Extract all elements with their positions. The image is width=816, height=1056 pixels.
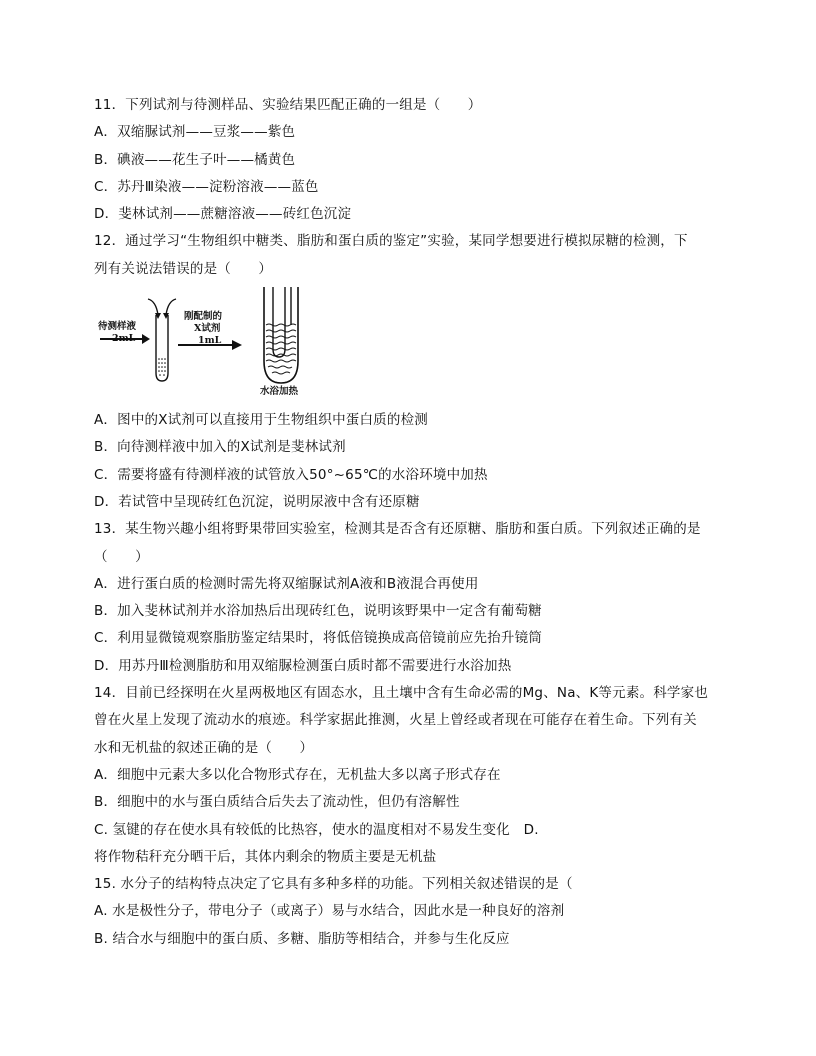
option-a: A．进行蛋白质的检测时需先将双缩脲试剂A液和B液混合再使用 (94, 575, 479, 592)
option-a: A. 水是极性分子，带电分子（或离子）易与水结合，因此水是一种良好的溶剂 (94, 903, 565, 920)
question-stem: 列有关说法错误的是（ ） (94, 260, 273, 277)
question-stem: 曾在火星上发现了流动水的痕迹。科学家据此推测，火星上曾经或者现在可能存在着生命。下列有关 (94, 712, 697, 729)
option-a: A．图中的X试剂可以直接用于生物组织中蛋白质的检测 (94, 412, 428, 429)
transfer-arrow-head (232, 340, 242, 350)
experiment-figure (98, 285, 428, 403)
sample-label: 待测样液 (98, 321, 137, 333)
option-d: D．若试管中呈现砖红色沉淀，说明尿液中含有还原糖 (94, 493, 420, 510)
reagent-label: 刚配制的 (184, 311, 223, 323)
question-stem: 11．下列试剂与待测样品、实验结果匹配正确的一组是（ ） (94, 97, 482, 113)
curved-arrow-left (148, 299, 158, 315)
input-arrow-head (142, 334, 150, 344)
tube-liquid-dots (158, 358, 166, 376)
option-c: C．苏丹Ⅲ染液——淀粉溶液——蓝色 (94, 178, 319, 195)
question-stem: 12．通过学习“生物组织中糖类、脂肪和蛋白质的鉴定”实验，某同学想要进行模拟尿糖的检测，下 (94, 233, 688, 250)
question-stem: 13．某生物兴趣小组将野果带回实验室，检测其是否含有还原糖、脂肪和蛋白质。下列叙述正确的是 (94, 521, 701, 538)
option-a: A．细胞中元素大多以化合物形式存在，无机盐大多以离子形式存在 (94, 766, 501, 783)
reagent-volume-label: 1mL (198, 335, 222, 347)
inner-test-tube (273, 287, 285, 357)
option-b: B．碘液——花生子叶——橘黄色 (94, 151, 296, 168)
exam-page (94, 92, 724, 953)
water-bath-label: 水浴加热 (260, 386, 299, 398)
option-d: D．用苏丹Ⅲ检测脂肪和用双缩脲检测蛋白质时都不需要进行水浴加热 (94, 657, 512, 674)
sample-volume-label: 2mL (112, 333, 136, 345)
option-c: C．需要将盛有待测样液的试管放入50°~65℃的水浴环境中加热 (94, 466, 488, 483)
question-stem: （ ） (94, 548, 149, 565)
question-12 (94, 228, 724, 516)
option-d: D．斐林试剂——蔗糖溶液——砖红色沉淀 (94, 206, 352, 223)
option-b: B．向待测样液中加入的X试剂是斐林试剂 (94, 439, 346, 456)
option-b: B. 结合水与细胞中的蛋白质、多糖、脂肪等相结合，并参与生化反应 (94, 930, 510, 947)
option-c: C. 氢键的存在使水具有较低的比热容，使水的温度相对不易发生变化 D. (94, 821, 539, 838)
option-b: B．加入斐林试剂并水浴加热后出现砖红色，说明该野果中一定含有葡萄糖 (94, 603, 542, 620)
option-a: A．双缩脲试剂——豆浆——紫色 (94, 124, 296, 141)
reagent-name-label: X试剂 (194, 323, 221, 335)
question-13 (94, 516, 724, 680)
option-c: C．利用显微镜观察脂肪鉴定结果时，将低倍镜换成高倍镜前应先抬升镜筒 (94, 630, 543, 647)
curved-arrow-right (166, 299, 176, 315)
question-15 (94, 871, 724, 953)
option-d: 将作物秸秆充分晒干后，其体内剩余的物质主要是无机盐 (94, 848, 437, 865)
question-stem: 14．目前已经探明在火星两极地区有固态水，且土壤中含有生命必需的Mg、Na、K等元素。科学家也 (94, 685, 709, 702)
question-stem: 15. 水分子的结构特点决定了它具有多种多样的功能。下列相关叙述错误的是（ (94, 876, 573, 893)
water-bath-beaker (264, 287, 298, 383)
question-stem: 水和无机盐的叙述正确的是（ ） (94, 739, 314, 756)
option-b: B．细胞中的水与蛋白质结合后失去了流动性，但仍有溶解性 (94, 794, 460, 811)
question-11 (94, 92, 724, 228)
water-waves (266, 324, 296, 374)
question-14 (94, 680, 724, 871)
